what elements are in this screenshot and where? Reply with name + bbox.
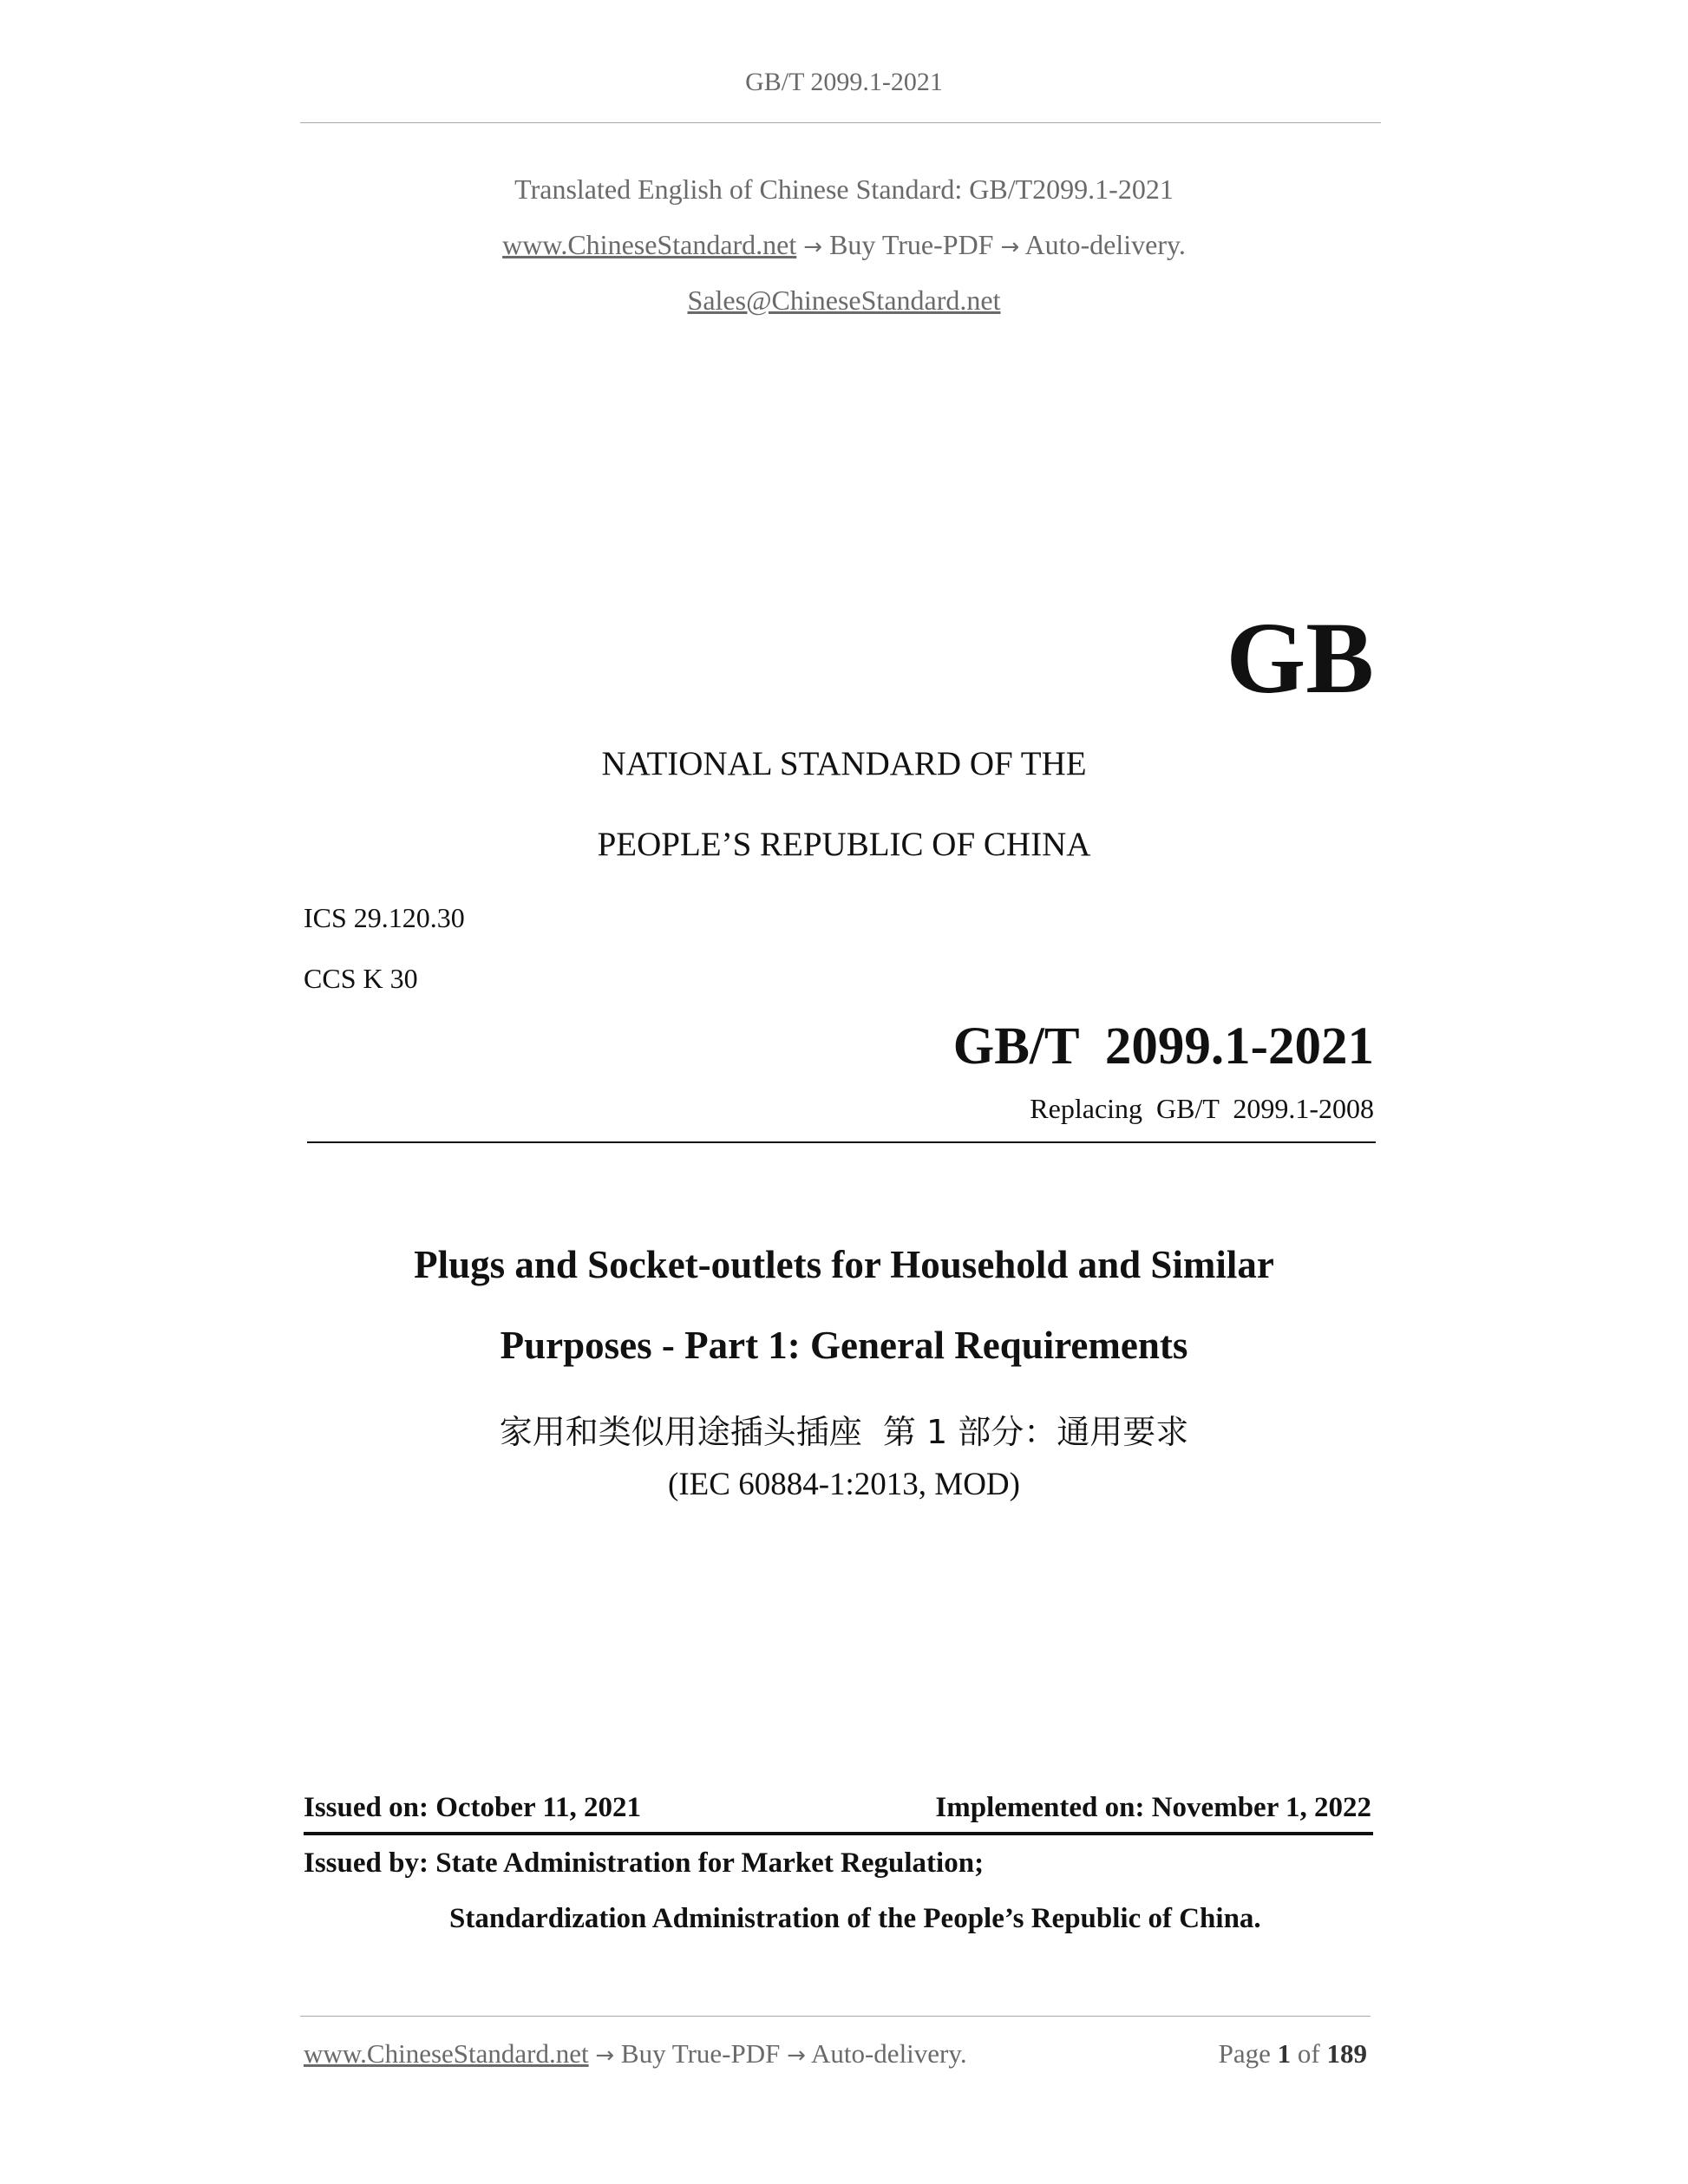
footer-divider [300,2016,1371,2017]
running-header: GB/T 2099.1-2021 [745,68,943,96]
buy-text: Buy True-PDF [829,229,994,260]
dates-divider [304,1832,1373,1835]
chinese-title: 家用和类似用途插头插座 第 1 部分：通用要求 [499,1413,1189,1451]
total-pages: 189 [1326,2038,1367,2069]
footer-site-link[interactable]: www.ChineseStandard.net [304,2038,589,2069]
standard-number: GB/T 2099.1-2021 [952,1017,1374,1076]
national-standard-line2: PEOPLE’S REPUBLIC OF CHINA [597,826,1091,863]
footer-purchase-line [304,2038,967,2070]
ics-code: ICS 29.120.30 [304,902,465,933]
page-number: 1 [1277,2038,1292,2069]
arrow-right-icon: → [595,2043,615,2069]
auto-delivery-text: Auto-delivery. [1024,229,1186,260]
footer-auto-delivery-text: Auto-delivery. [810,2038,967,2069]
issued-by-line1: Issued by: State Administration for Market Regulation; [304,1847,985,1879]
footer-buy-text: Buy True-PDF [620,2038,781,2069]
sales-email-line [0,284,1688,317]
sales-email-link[interactable]: Sales@ChineseStandard.net [687,284,1001,316]
title-line2: Purposes - Part 1: General Requirements [500,1324,1188,1367]
page-label: Page [1218,2038,1271,2069]
national-standard-line1: NATIONAL STANDARD OF THE [601,745,1087,782]
iec-reference: (IEC 60884-1:2013, MOD) [668,1467,1020,1502]
issued-on: Issued on: October 11, 2021 [304,1792,642,1823]
ccs-code: CCS K 30 [304,963,418,994]
of-label: of [1297,2038,1320,2069]
gb-logo: GB [1226,601,1374,715]
arrow-right-icon: → [1000,234,1020,260]
site-link[interactable]: www.ChineseStandard.net [502,229,797,260]
translated-notice: Translated English of Chinese Standard: GB/T2099.1-2021 [514,173,1174,205]
header-divider [300,122,1381,123]
issued-by-line2: Standardization Administration of the People’s Republic of China. [449,1903,1261,1934]
arrow-right-icon: → [803,234,823,260]
page-indicator [1219,2038,1367,2070]
number-divider [307,1141,1376,1143]
title-line1: Plugs and Socket-outlets for Household and Similar [414,1243,1274,1286]
implemented-on: Implemented on: November 1, 2022 [935,1792,1371,1823]
arrow-right-icon: → [787,2043,806,2069]
replacing-standard: Replacing GB/T 2099.1-2008 [1030,1093,1374,1124]
purchase-line [0,229,1688,261]
